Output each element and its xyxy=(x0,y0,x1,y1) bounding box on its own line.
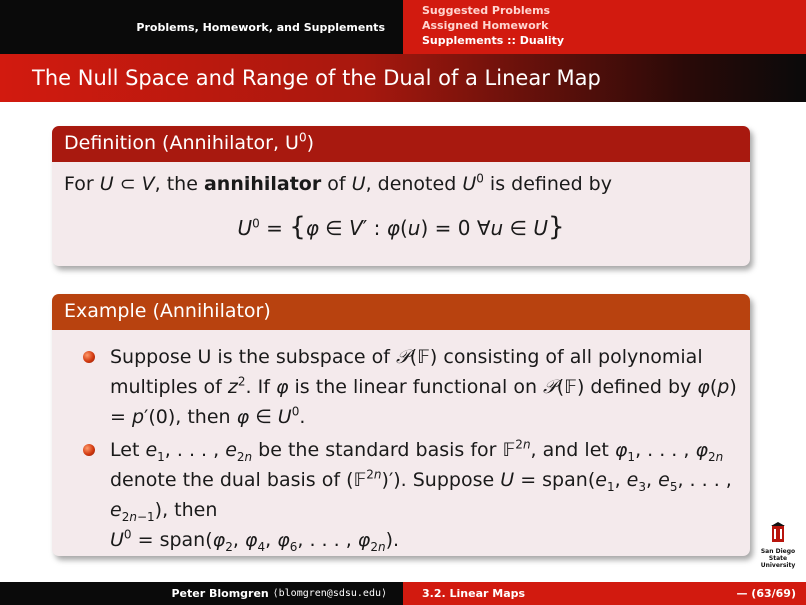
definition-title: Definition (Annihilator, $U^0$) xyxy=(52,126,750,162)
sdsu-seal-icon xyxy=(768,522,788,544)
header-section-title: Problems, Homework, and Supplements xyxy=(0,0,403,54)
nav-suggested-problems[interactable]: Suggested Problems xyxy=(422,4,551,17)
frame-title: The Null Space and Range of the Dual of a Linear Map xyxy=(0,54,806,102)
example-item-1: Suppose U is the subspace of 𝒫(𝔽) consisting of all polynomial multiples of $z^2$. If φ is the linear functional on 𝒫(𝔽) defined by φ(p) = p′(0), then φ ∈ $U^0$. xyxy=(110,342,738,432)
bullet-icon xyxy=(83,444,95,456)
footer-author: Peter Blomgren xyxy=(171,587,269,600)
footer-bar xyxy=(0,582,806,605)
example-title: Example (Annihilator) xyxy=(52,294,750,330)
sdsu-logo xyxy=(752,522,804,568)
annihilator-equation: $U^0 = \{\varphi$ ∈ V′ : φ(u) = 0 ∀u ∈ U} xyxy=(237,212,565,242)
logo-line2: University xyxy=(760,562,796,569)
example-item-2: Let $e_1$, . . . , $e_{2n}$ be the standard basis for 𝔽$^{2n}$, and let $\varphi_1$, . . . , $\varphi_{2n}$ denote the dual basis of (𝔽$^{2n}$)′). Suppose $U = span(e_1$, $e_3$, $e_5$, . . . , $e_{2n-1}$), then $U^0$ = $span(\varphi_2$, $\varphi_4$, $\varphi_6$, . . . , $\varphi_{2n}$). xyxy=(110,435,738,555)
footer-section-area xyxy=(403,582,806,605)
definition-body: For U ⊂ V, the annihilator of U, denoted $U^0$ is defined by $U^0 = \{\varphi$ ∈ V′ : φ(u) = 0 ∀u ∈ U} xyxy=(52,162,750,251)
footer-author-area xyxy=(0,582,403,605)
example-block xyxy=(52,294,750,556)
nav-assigned-homework[interactable]: Assigned Homework xyxy=(422,19,549,32)
footer-email[interactable]: ⟨blomgren@sdsu.edu⟩ xyxy=(272,588,387,599)
footer-page-number: — (63/69) xyxy=(736,587,796,600)
footer-section[interactable]: 3.2. Linear Maps xyxy=(422,587,526,600)
bullet-icon xyxy=(83,351,95,363)
definition-block xyxy=(52,126,750,266)
header-nav xyxy=(403,0,806,54)
annihilator-keyword: annihilator xyxy=(203,173,322,195)
example-body xyxy=(52,330,750,566)
header-bar xyxy=(0,0,806,54)
logo-line1: San Diego State xyxy=(760,548,796,562)
nav-supplements-duality[interactable]: Supplements :: Duality xyxy=(422,34,565,47)
